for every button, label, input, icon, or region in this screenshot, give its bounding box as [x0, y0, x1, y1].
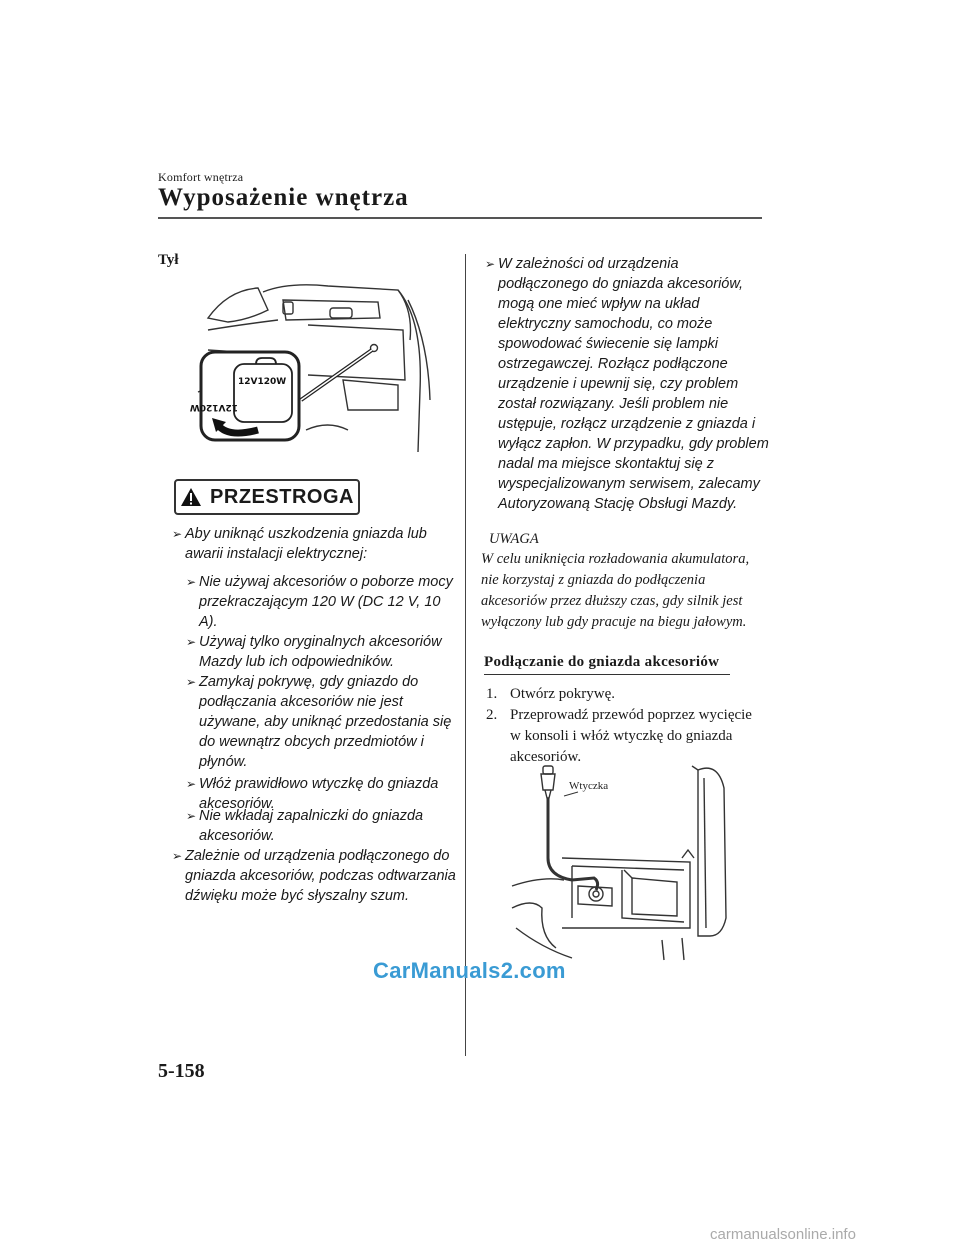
socket-label-top: 12V120W — [238, 377, 287, 387]
console-socket-figure — [512, 758, 752, 960]
page-title: Wyposażenie wnętrza — [158, 184, 409, 211]
section-label: Komfort wnętrza — [158, 170, 244, 184]
note-text: W celu uniknięcia rozładowania akumulatora, nie korzystaj z gniazda do podłączenia akcesoriów przez dłuższy czas, gdy silnik jest wyłączony lub gdy pracuje na biegu jałowym. — [481, 551, 750, 630]
caution-box — [174, 479, 360, 515]
watermark: CarManuals2.com — [373, 958, 566, 983]
caution-item: ➢ Zależnie od urządzenia podłączonego do gniazda akcesoriów, podczas odtwarzania dźwięku może być słyszalny szum. — [172, 848, 456, 904]
arrow-bullet-icon: ➢ — [186, 635, 197, 649]
caution-subitem: ➢ Zamykaj pokrywę, gdy gniazdo do podłączania akcesoriów nie jest używane, aby uniknąć przedostania się do wewnątrz obcych przedmiotów i płynów. — [186, 674, 452, 770]
caution-subitem: ➢ Włóż prawidłowo wtyczkę do gniazda akcesoriów. — [186, 776, 439, 812]
page-number: 5-158 — [158, 1060, 205, 1082]
step-item: 1. Otwórz pokrywę. — [486, 686, 615, 702]
socket-label-bottom: 12V120W — [189, 402, 238, 412]
caution-subitem: ➢ Nie używaj akcesoriów o poborze mocy przekraczającym 120 W (DC 12 V, 10 A). — [186, 574, 453, 630]
arrow-bullet-icon: ➢ — [172, 527, 183, 541]
arrow-bullet-icon: ➢ — [172, 849, 183, 863]
caution-label: PRZESTROGA — [210, 485, 354, 508]
plug-callout: Wtyczka — [569, 780, 609, 792]
header-rule — [158, 217, 762, 219]
column-divider — [465, 254, 466, 1056]
caution-item: ➢ Aby uniknąć uszkodzenia gniazda lub awarii instalacji elektrycznej: — [172, 526, 427, 562]
note-label: UWAGA — [489, 531, 539, 547]
heading-underline — [484, 674, 730, 675]
section-heading: Podłączanie do gniazda akcesoriów — [484, 654, 720, 670]
rear-socket-figure — [189, 280, 443, 452]
arrow-bullet-icon: ➢ — [186, 777, 197, 791]
arrow-bullet-icon: ➢ — [186, 675, 197, 689]
caution-subitem: ➢ Nie wkładaj zapalniczki do gniazda akcesoriów. — [186, 808, 424, 844]
subheading-rear: Tył — [158, 252, 179, 268]
warning-icon — [180, 487, 202, 507]
caution-item-continued: ➢ W zależności od urządzenia podłączonego do gniazda akcesoriów, mogą one mieć wpływ na układ elektryczny samochodu, co może spowodować świecenie się lampki ostrzegawczej. Rozłącz podłączone urządzenie i upewnij się, czy problem został rozwiązany. Jeśli problem nie ustępuje, rozłącz urządzenie z gniazda i wyłącz zapłon. W przypadku, gdy problem nadal ma miejsce skontaktuj się z wyspecjalizowanym serwisem, zalecamy Autoryzowaną Stację Obsługi Mazdy. — [485, 256, 769, 512]
caution-subitem: ➢ Używaj tylko oryginalnych akcesoriów Mazdy lub ich odpowiedników. — [186, 634, 442, 670]
step-item: 2. Przeprowadź przewód poprzez wycięcie w konsoli i włóż wtyczkę do gniazda akcesoriów. — [486, 707, 752, 765]
arrow-bullet-icon: ➢ — [186, 575, 197, 589]
site-watermark: carmanualsonline.info — [710, 1226, 856, 1243]
arrow-bullet-icon: ➢ — [485, 257, 496, 271]
arrow-bullet-icon: ➢ — [186, 809, 197, 823]
